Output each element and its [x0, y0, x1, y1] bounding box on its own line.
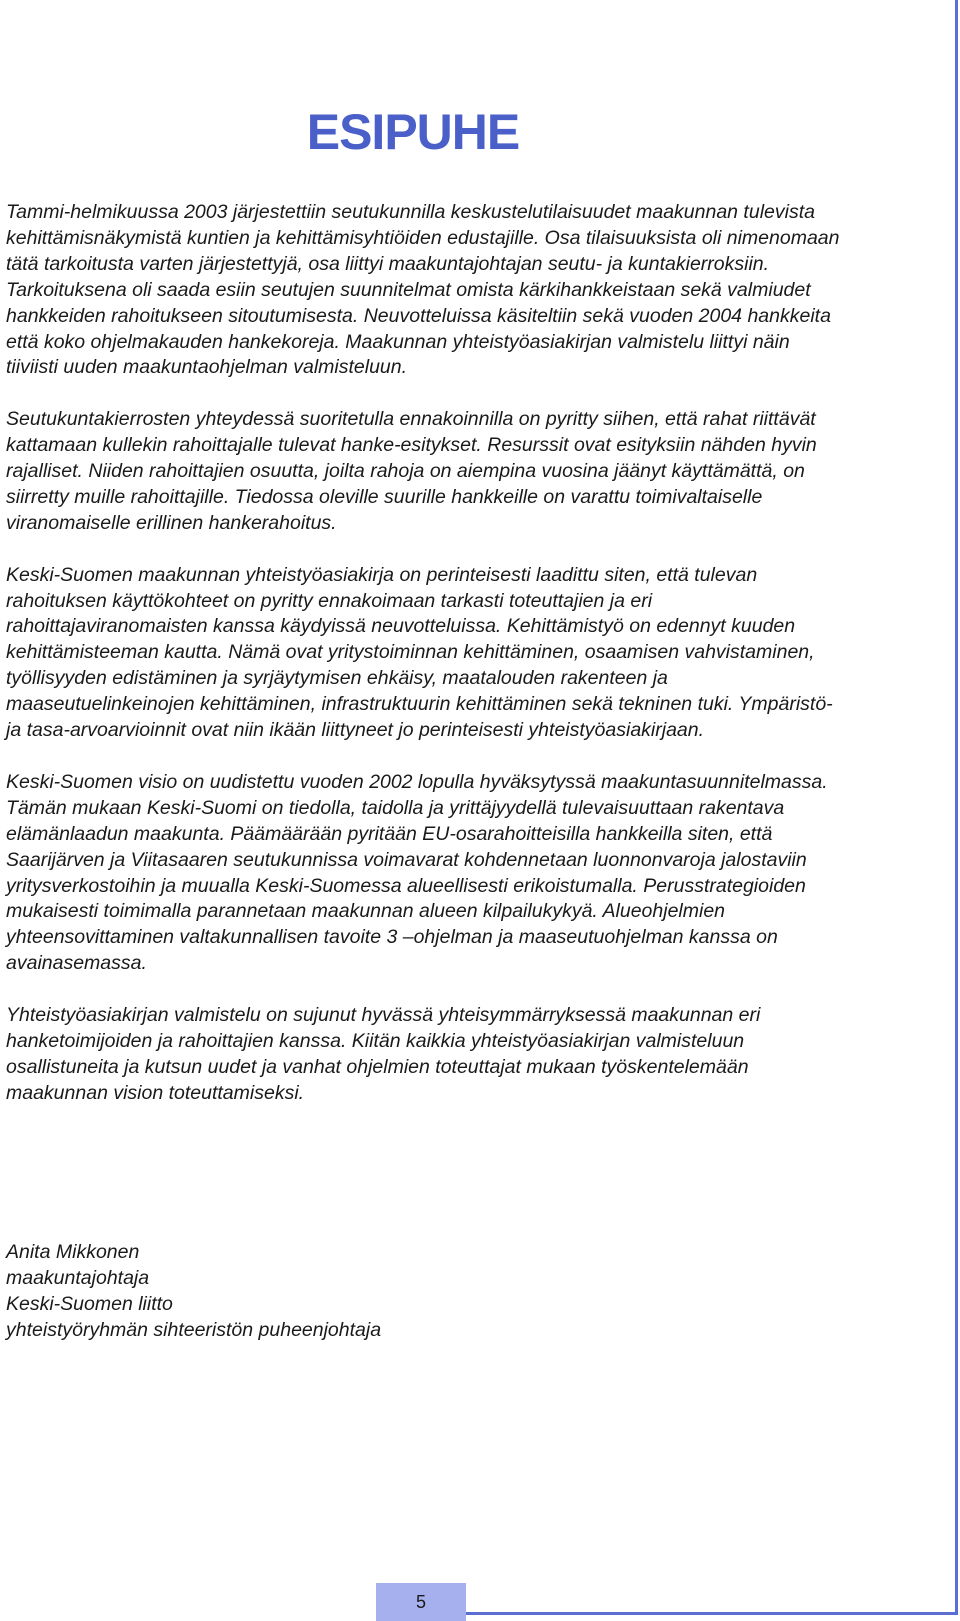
signature-organization: Keski-Suomen liitto [6, 1292, 173, 1315]
page-border-right [955, 0, 958, 1614]
paragraph-2: Seutukuntakierrosten yhteydessä suoritetulla ennakoinnilla on pyritty siihen, että rahat riittävät kattamaan kullekin rahoittajalle tulevat hanke-esitykset. Resurssit ovat esityksiin nähden hyvin rajalliset. Niiden rahoittajien osuutta, joilta rahoja on aiempina vuosina jäänyt käyttämättä, on siirretty muille rahoittajille. Tiedossa oleville suurille hankkeille on varattu toimivaltaiselle viranomaiselle erillinen hankerahoitus. [6, 408, 817, 534]
paragraph-5: Yhteistyöasiakirjan valmistelu on sujunut hyvässä yhteisymmärryksessä maakunnan eri hanketoimijoiden ja rahoittajien kanssa. Kiitän kaikkia yhteistyöasiakirjan valmisteluun osallistuneita ja kutsun uudet ja vanhat ohjelmien toteuttajat mukaan työskentelemään maakunnan vision toteuttamiseksi. [6, 1004, 761, 1104]
page-border-bottom [466, 1612, 958, 1615]
page-title: ESIPUHE [306, 104, 520, 160]
signature-position: yhteistyöryhmän sihteeristön puheenjohtaja [6, 1318, 382, 1341]
paragraph-1: Tammi-helmikuussa 2003 järjestettiin seutukunnilla keskustelutilaisuudet maakunnan tulevista kehittämisnäkymistä kuntien ja kehittämisyhtiöiden edustajille. Osa tilaisuuksista oli nimenomaan tätä tarkoitusta varten järjestettyjä, osa liittyi maakuntajohtajan seutu- ja kuntakierroksiin. Tarkoituksena oli saada esiin seutujen suunnitelmat omista kärkihankkeistaan sekä valmiudet hankkeiden rahoitukseen sitoutumisesta. Neuvotteluissa käsiteltiin sekä vuoden 2004 hankkeita että koko ohjelmakauden hankekoreja. Maakunnan yhteistyöasiakirjan valmistelu liittyi näin tiiviisti uuden maakuntaohjelman valmisteluun. [6, 201, 840, 379]
signature-block [6, 1240, 606, 1344]
signature-role: maakuntajohtaja [6, 1266, 150, 1289]
page-number: 5 [376, 1583, 466, 1621]
preface-body [6, 200, 846, 1133]
paragraph-4: Keski-Suomen visio on uudistettu vuoden 2002 lopulla hyväksytyssä maakuntasuunnitelmassa. Tämän mukaan Keski-Suomi on tiedolla, taidolla ja yrittäjyydellä tulevaisuuttaan rakentava elämänlaadun maakunta. Päämäärään pyritään EU-osarahoitteisilla hankkeilla siten, että Saarijärven ja Viitasaaren seutukunnissa voimavarat kohdennetaan luonnonvaroja jalostaviin yritysverkostoihin ja muualla Keski-Suomessa alueellisesti erikoistumalla. Perusstrategioiden mukaisesti toimimalla parannetaan maakunnan alueen kilpailukykyä. Alueohjelmien yhteensovittaminen valtakunnallisen tavoite 3 –ohjelman ja maaseutuohjelman kanssa on avainasemassa. [6, 770, 828, 975]
signature-name: Anita Mikkonen [6, 1241, 140, 1263]
paragraph-3: Keski-Suomen maakunnan yhteistyöasiakirja on perinteisesti laadittu siten, että tulevan rahoituksen käyttökohteet on pyritty ennakoimaan tarkasti toteuttajien ja eri rahoittajaviranomaisten kanssa käydyissä neuvotteluissa. Kehittämistyö on edennyt kuuden kehittämisteeman kautta. Nämä ovat yritystoiminnan kehittäminen, osaamisen vahvistaminen, työllisyyden edistäminen ja syrjäytymisen ehkäisy, maatalouden rakenteen ja maaseutuelinkeinojen kehittäminen, infrastruktuurin kehittäminen sekä tekninen tuki. Ympäristö- ja tasa-arvoarvioinnit ovat niin ikään liittyneet jo perinteisesti yhteistyöasiakirjaan. [6, 563, 833, 742]
